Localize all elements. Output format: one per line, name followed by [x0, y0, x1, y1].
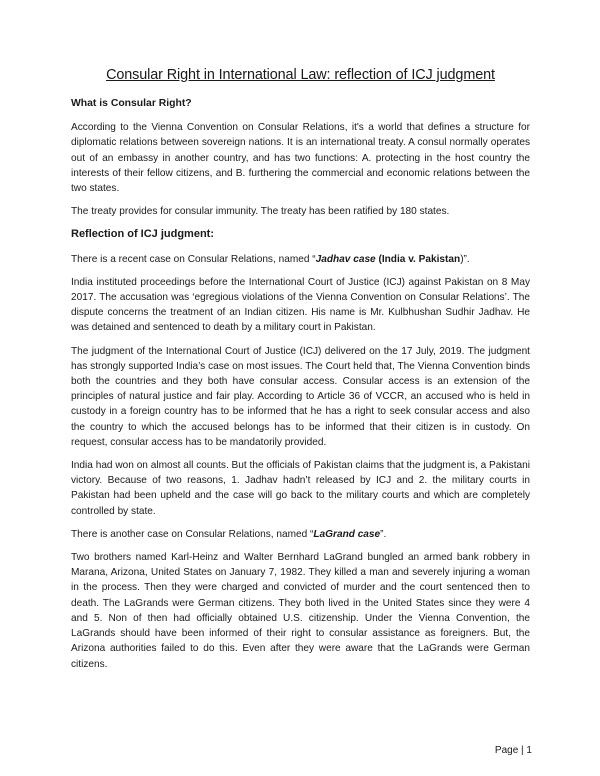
paragraph-lagrand-facts: Two brothers named Karl-Heinz and Walter Bernhard LaGrand bungled an armed bank robbery in Marana, Arizona, United States on January 7, 1982. They killed a man and severely injuring a woman in the process. Then they were charged and convicted of murder and the court sentenced then to death. The LaGrands were German citizens. They both lived in the United States since they were 4 and 5. Non of then had officially obtained U.S. citizenship. Under the Vienna Convention, the LaGrands should have been informed of their right to consular assistance as foreigners. But, the Arizona authorities failed to do this. Even after they were aware that the LaGrands were German citizens. [71, 552, 530, 670]
lagrand-case-name: LaGrand case [313, 528, 381, 540]
document-title: Consular Right in International Law: reflection of ICJ judgment [106, 67, 495, 83]
jadhav-intro-post: )”. [460, 253, 470, 265]
jadhav-intro-pre: There is a recent case on Consular Relations, named “ [71, 253, 316, 265]
page-number: Page | 1 [494, 745, 532, 756]
section-heading-icj-judgment: Reflection of ICJ judgment: [71, 228, 214, 241]
lagrand-intro-post: ”. [380, 528, 387, 540]
paragraph-judgment: The judgment of the International Court of Justice (ICJ) delivered on the 17 July, 2019. The judgment has strongly supported India’s case on most issues. The Court held that, The Vienna Convention binds both the countries and they both have consular access. Consular access is an extension of the principles of natural justice and fair play. According to Article 36 of VCCR, an accused who is held in custody in a foreign country has to be informed that he has a right to seek consular access and also the country to which the accused belongs has to be informed that their citizen is in custody. On request, consular access has to be mandatorily provided. [71, 345, 530, 448]
paragraph-definition: According to the Vienna Convention on Consular Relations, it's a world that defines a structure for diplomatic relations between sovereign nations. It is an international treaty. A consul normally operates out of an embassy in another country, and has two functions: A. protecting in the host country the interests of their fellow citizens, and B. furthering the commercial and economic relations between the two states. [71, 122, 530, 195]
lagrand-intro-pre: There is another case on Consular Relations, named “ [71, 528, 314, 540]
paragraph-treaty: The treaty provides for consular immunity. The treaty has been ratified by 180 states. [71, 206, 450, 218]
paragraph-jadhav-intro [71, 252, 530, 267]
jadhav-parties: (India v. Pakistan [375, 253, 461, 265]
paragraph-proceedings: India instituted proceedings before the International Court of Justice (ICJ) against Pakistan on 8 May 2017. The accusation was ‘egregious violations of the Vienna Convention on Consular Relations’. The dispute concerns the treatment of an Indian citizen. His name is Mr. Kulbhushan Sudhir Jadhav. He was detained and sentenced to death by a military court in Pakistan. [71, 276, 530, 334]
jadhav-case-name: Jadhav case [315, 253, 376, 265]
paragraph-lagrand-intro [71, 527, 530, 542]
section-heading-consular-right: What is Consular Right? [71, 98, 192, 109]
paragraph-outcome: India had won on almost all counts. But the officials of Pakistan claims that the judgment is, a Pakistani victory. Because of two reasons, 1. Jadhav hadn’t released by ICJ and 2. the military courts in Pakistan had been upheld and the case will go back to the military courts and which are completely controlled by state. [71, 460, 530, 517]
